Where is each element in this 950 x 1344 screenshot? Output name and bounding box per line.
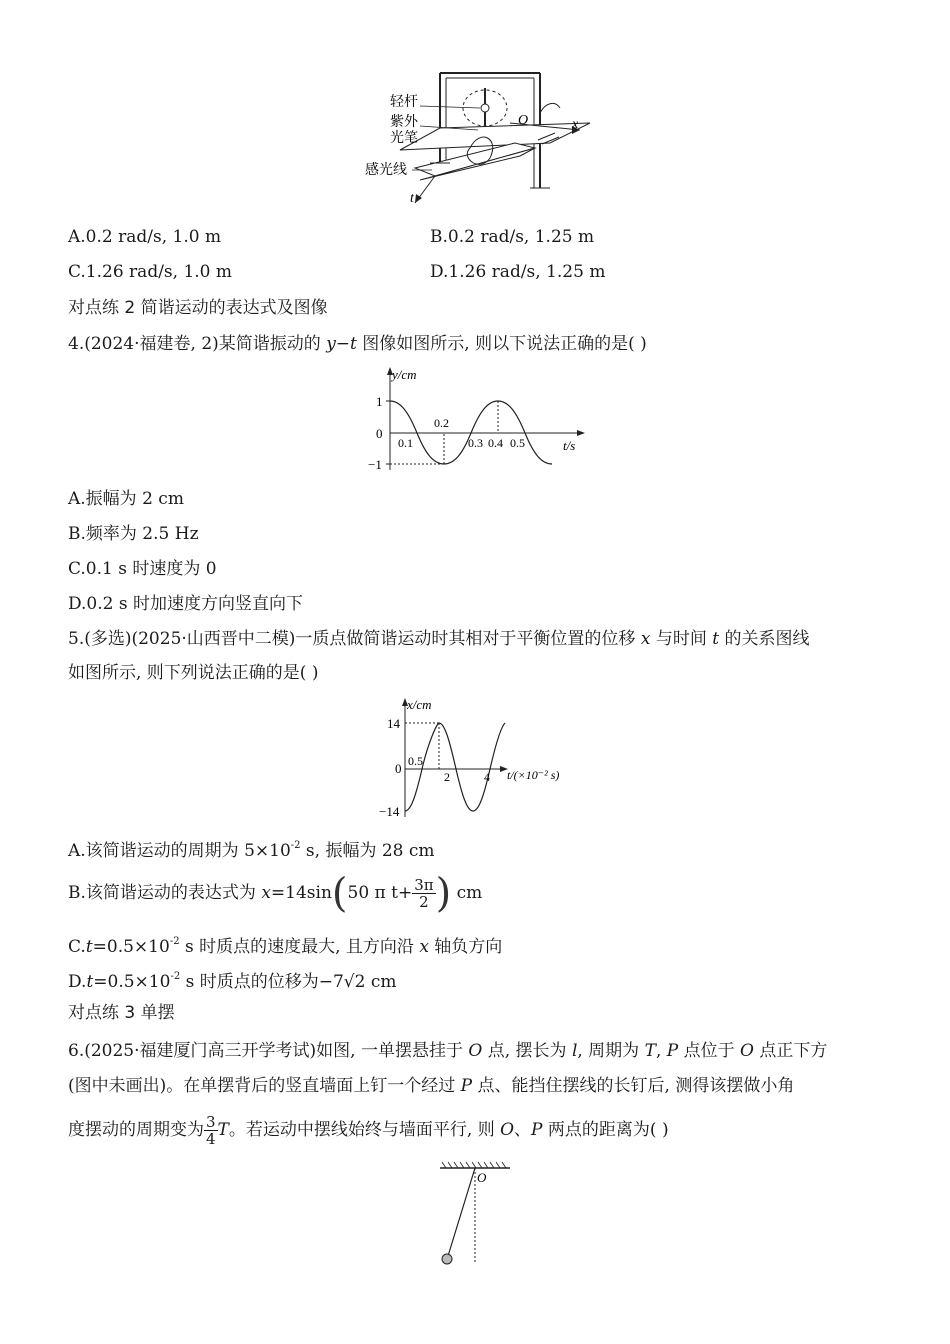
- q3-option-d[interactable]: D.1.26 rad/s, 1.25 m: [430, 262, 606, 282]
- q4-tick-0: 0: [376, 426, 383, 441]
- q4-graph: [360, 365, 590, 480]
- q3-option-a[interactable]: A.0.2 rad/s, 1.0 m: [68, 227, 222, 247]
- q4-xlabel: t/s: [563, 438, 576, 453]
- apparatus-figure: [360, 68, 600, 218]
- q4-option-a[interactable]: A.振幅为 2 cm: [68, 489, 184, 509]
- q3-option-c[interactable]: C.1.26 rad/s, 1.0 m: [68, 262, 233, 282]
- pendulum-o-label: O: [477, 1170, 487, 1185]
- q5-graph: [375, 695, 590, 823]
- q5-stem-line-2: 如图所示, 则下列说法正确的是( ): [68, 663, 319, 683]
- pendulum-bob: [442, 1254, 452, 1264]
- q6-fraction: $\frac{3}{4}$: [206, 1113, 216, 1148]
- q3-option-b[interactable]: B.0.2 rad/s, 1.25 m: [430, 227, 595, 247]
- q4-option-c[interactable]: C.0.1 s 时速度为 0: [68, 559, 217, 579]
- q4-x-03: 0.3: [468, 436, 483, 450]
- label-sense: 感光线: [365, 163, 407, 178]
- q5-x-05: 0.5: [408, 754, 423, 768]
- label-o: O: [518, 113, 529, 128]
- q5-xlabel: t/(×10⁻² s): [507, 768, 560, 782]
- q5-option-a[interactable]: A.该简谐运动的周期为 $5\times 10^{-2}$ s, 振幅为 28 cm: [68, 840, 435, 861]
- q6-stem-line-1: 6.(2025·福建厦门高三开学考试)如图, 一单摆悬挂于 O 点, 摆长为 l, 周期为 T, P 点位于 O 点正下方: [68, 1041, 828, 1061]
- section-3-title: 对点练 3 单摆: [68, 1003, 175, 1023]
- q4-stem: 4.(2024·福建卷, 2)某简谐振动的 y−t 图像如图所示, 则以下说法正确的是( ): [68, 334, 647, 354]
- q5-b-fraction: $\frac{3\pi}{2}$: [414, 876, 434, 911]
- q4-x-05: 0.5: [510, 436, 525, 450]
- label-pen-2: 光笔: [390, 131, 418, 146]
- section-2-title: 对点练 2 简谐运动的表达式及图像: [68, 298, 328, 318]
- q4-x-02: 0.2: [434, 416, 449, 430]
- q4-option-b[interactable]: B.频率为 2.5 Hz: [68, 524, 199, 544]
- label-rod: 轻杆: [390, 95, 418, 110]
- q4-ylabel: y/cm: [392, 367, 417, 382]
- label-pen-1: 紫外: [390, 115, 418, 130]
- q4-tick-m1: −1: [368, 457, 382, 472]
- q5-x-2: 2: [444, 770, 450, 784]
- q4-x-01: 0.1: [398, 436, 413, 450]
- pendulum-figure: [430, 1160, 520, 1270]
- label-x: x: [572, 117, 579, 132]
- q5-tick-0: 0: [395, 761, 402, 776]
- q5-option-b[interactable]: B.该简谐运动的表达式为 x=14sin(50 π t+ $\frac{3\pi}{2}$ ) cm: [68, 870, 483, 917]
- q5-option-c[interactable]: $C.t=0.5\times 10^{-2}$ s 时质点的速度最大, 且方向沿 x 轴负方向: [68, 936, 503, 957]
- q5-stem-line-1: 5.(多选)(2025·山西晋中二模)一质点做简谐运动时其相对于平衡位置的位移 x 与时间 t 的关系图线: [68, 629, 810, 649]
- q6-stem-line-3: 度摆动的周期变为 $\frac{3}{4}$ T。若运动中摆线始终与墙面平行, 则 O、P 两点的距离为( ): [68, 1113, 669, 1148]
- q4-option-d[interactable]: D.0.2 s 时加速度方向竖直向下: [68, 594, 303, 614]
- q5-option-d[interactable]: $D.t=0.5\times 10^{-2}$ s 时质点的位移为−7√2 cm: [68, 971, 397, 992]
- q6-stem-line-2: (图中未画出)。在单摆背后的竖直墙面上钉一个经过 P 点、能挡住摆线的长钉后, 测得该摆做小角: [68, 1076, 795, 1096]
- q5-ylabel: x/cm: [407, 697, 432, 712]
- q4-tick-1: 1: [376, 394, 383, 409]
- q5-tick-14: 14: [387, 716, 400, 731]
- q4-x-04: 0.4: [488, 436, 503, 450]
- label-t: t: [410, 191, 414, 206]
- q5-tick-m14: −14: [379, 804, 400, 819]
- q5-x-4: 4: [484, 770, 490, 784]
